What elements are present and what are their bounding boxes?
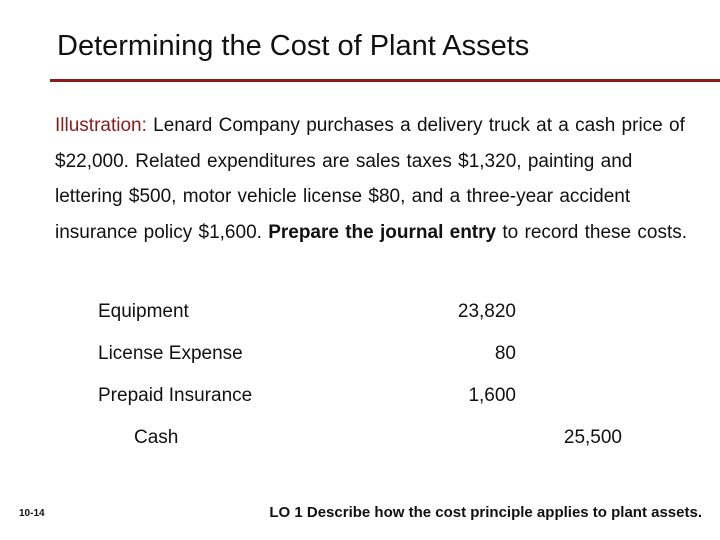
debit-account-equipment: Equipment bbox=[98, 301, 189, 322]
illustration-instruction: Prepare the journal entry bbox=[268, 221, 497, 243]
learning-objective-footer: LO 1 Describe how the cost principle applies to plant assets. bbox=[269, 504, 702, 521]
illustration-label: Illustration: bbox=[55, 115, 147, 136]
illustration-paragraph bbox=[55, 108, 695, 250]
debit-account-prepaid-insurance: Prepaid Insurance bbox=[98, 385, 253, 406]
page-title: Determining the Cost of Plant Assets bbox=[57, 30, 530, 62]
title-divider bbox=[50, 79, 720, 82]
debit-amount-license-expense: 80 bbox=[494, 343, 516, 364]
illustration-text: Lenard Company purchases a delivery truck at a cash price of $22,000. Related expenditures are sales taxes $1,320, painting and lettering $500, motor vehicle license $80, and a three-year accident insurance policy $1,600. bbox=[55, 115, 685, 243]
credit-account-cash: Cash bbox=[134, 427, 179, 448]
illustration-ending: to record these costs. bbox=[496, 221, 688, 243]
debit-amount-equipment: 23,820 bbox=[457, 301, 516, 322]
slide-number: 10-14 bbox=[19, 508, 45, 519]
debit-amount-prepaid-insurance: 1,600 bbox=[468, 385, 516, 406]
debit-account-license-expense: License Expense bbox=[98, 343, 243, 364]
credit-amount-cash: 25,500 bbox=[563, 427, 622, 448]
